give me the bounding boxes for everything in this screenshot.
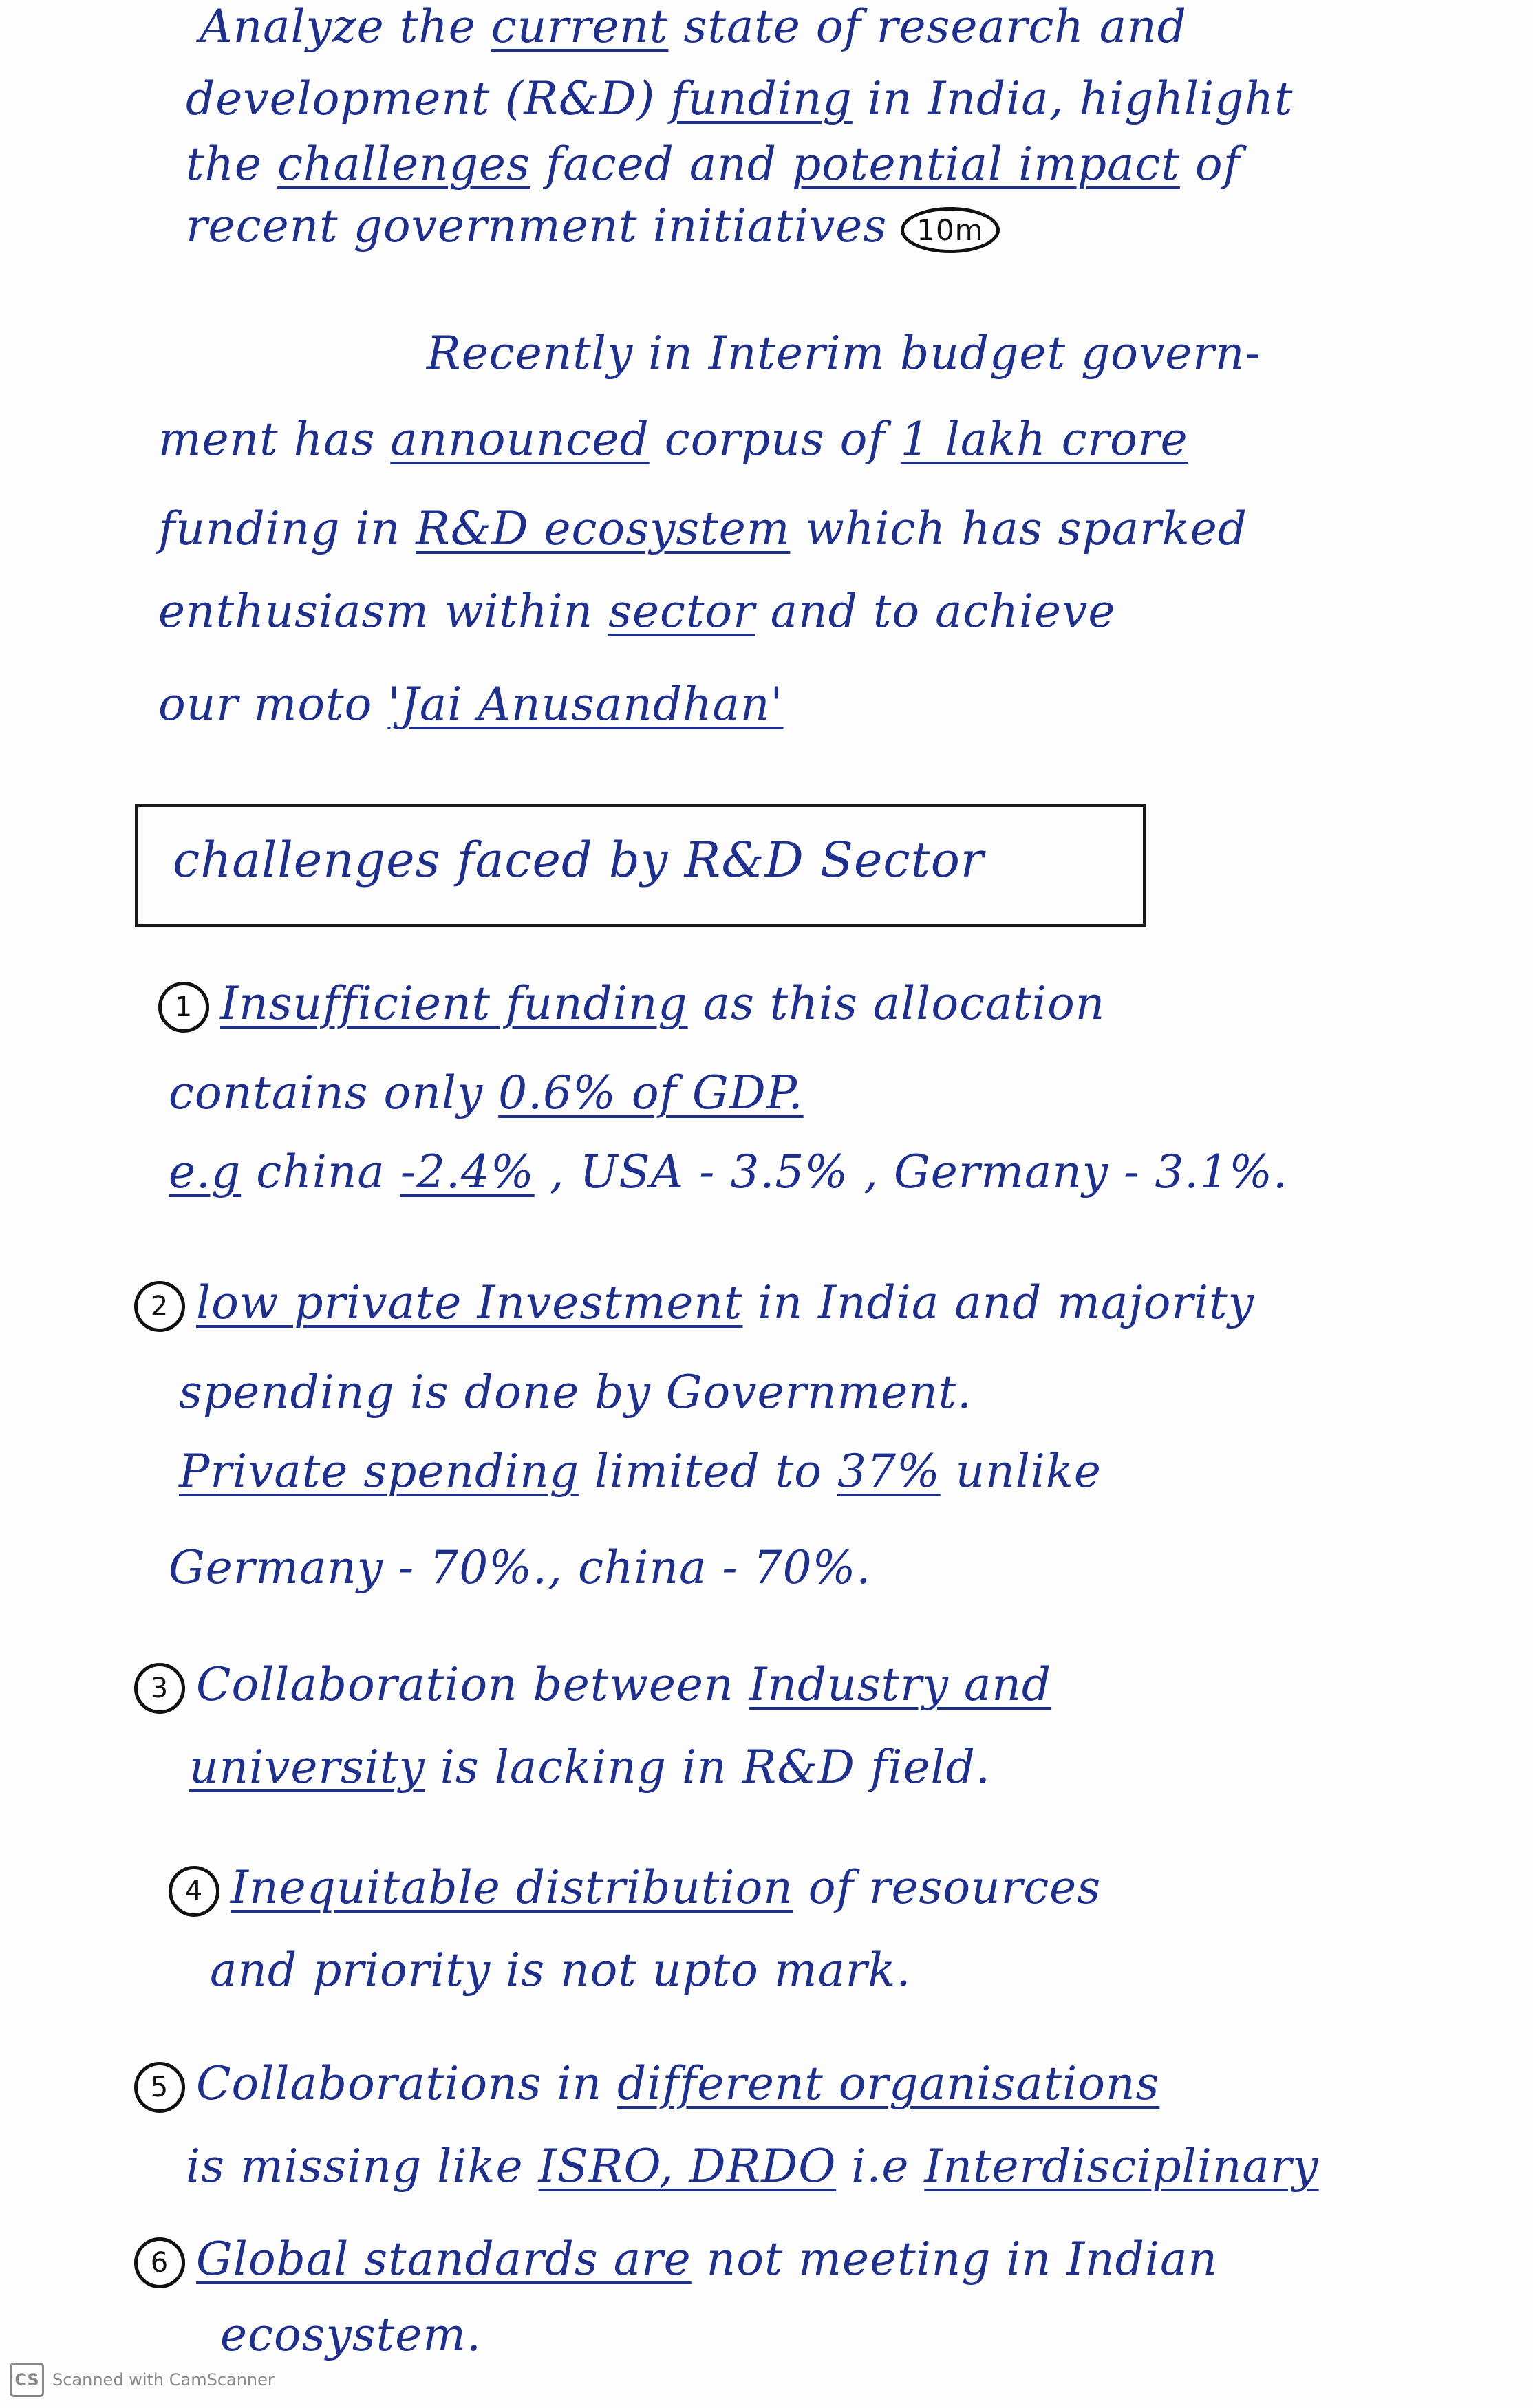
watermark-text: Scanned with CamScanner xyxy=(52,2370,275,2389)
text: china xyxy=(241,1146,400,1198)
text: is lacking in R&D field. xyxy=(425,1741,991,1794)
point-3-line-1 xyxy=(134,1658,1051,1714)
text: funding in xyxy=(158,502,416,555)
intro-line-5 xyxy=(158,678,784,731)
text: is missing like xyxy=(186,2140,539,2193)
text: unlike xyxy=(940,1445,1102,1498)
text: Industry and xyxy=(749,1658,1052,1711)
text: 'Jai Anusandhan' xyxy=(387,678,784,731)
text: announced xyxy=(390,413,650,466)
point-1-line-3 xyxy=(169,1146,1288,1198)
point-number: 2 xyxy=(134,1281,185,1332)
text: 37% xyxy=(837,1445,941,1498)
point-1-line-1 xyxy=(158,977,1105,1033)
text: state of research and xyxy=(668,0,1187,53)
point-number: 1 xyxy=(158,982,209,1033)
text: R&D ecosystem xyxy=(416,502,791,555)
text: funding xyxy=(670,72,853,125)
text: Collaboration between xyxy=(196,1658,749,1711)
point-2-line-2: spending is done by Government. xyxy=(179,1366,973,1419)
text: the xyxy=(186,138,278,191)
section-heading-box xyxy=(135,804,1146,927)
point-1-line-2 xyxy=(169,1066,804,1119)
text: current xyxy=(491,0,669,53)
question-line-1 xyxy=(200,0,1187,53)
text: Private spending xyxy=(179,1445,580,1498)
text: ISRO, DRDO xyxy=(538,2140,837,2193)
text: low private Investment xyxy=(196,1276,743,1329)
intro-line-4 xyxy=(158,585,1115,638)
point-5-line-1 xyxy=(134,2057,1159,2113)
text: recent government initiatives xyxy=(186,200,888,252)
point-2-line-4: Germany - 70%., china - 70%. xyxy=(169,1541,872,1594)
point-2-line-1 xyxy=(134,1276,1254,1332)
point-4-line-1 xyxy=(169,1861,1101,1917)
point-number: 5 xyxy=(134,2062,185,2113)
text: faced and xyxy=(530,138,792,191)
point-4-line-2: and priority is not upto mark. xyxy=(210,1944,912,1997)
text: corpus of xyxy=(649,413,901,466)
text: different organisations xyxy=(617,2057,1160,2110)
text: of xyxy=(1179,138,1241,191)
text: e.g xyxy=(169,1146,242,1198)
text: contains only xyxy=(169,1066,499,1119)
question-line-2 xyxy=(186,72,1293,125)
point-3-line-2 xyxy=(189,1741,991,1794)
point-number: 6 xyxy=(134,2237,185,2288)
intro-line-1: Recently in Interim budget govern- xyxy=(427,327,1261,380)
question-line-4 xyxy=(186,200,1000,253)
text: challenges xyxy=(277,138,530,191)
intro-line-2 xyxy=(158,413,1188,466)
question-line-3 xyxy=(186,138,1241,191)
text: Insufficient funding xyxy=(220,977,688,1030)
text: enthusiasm within xyxy=(158,585,609,638)
text: our moto xyxy=(158,678,388,731)
point-5-line-2 xyxy=(186,2140,1319,2193)
scanner-watermark xyxy=(10,2363,275,2397)
text: in India, highlight xyxy=(852,72,1294,125)
text: Analyze the xyxy=(200,0,491,53)
text: i.e xyxy=(836,2140,925,2193)
text: as this allocation xyxy=(687,977,1106,1030)
text: , USA - 3.5% , Germany - 3.1%. xyxy=(534,1146,1288,1198)
marks-badge: 10m xyxy=(901,207,999,253)
text: limited to xyxy=(579,1445,837,1498)
text: which has sparked xyxy=(790,502,1247,555)
text: ment has xyxy=(158,413,391,466)
point-number: 3 xyxy=(134,1663,185,1714)
text: university xyxy=(189,1741,425,1794)
text: sector xyxy=(608,585,755,638)
text: -2.4% xyxy=(400,1146,535,1198)
text: in India and majority xyxy=(742,1276,1254,1329)
text: not meeting in Indian xyxy=(691,2233,1218,2286)
text: of resources xyxy=(793,1861,1102,1914)
text: Inequitable distribution xyxy=(231,1861,793,1914)
text: 1 lakh crore xyxy=(900,413,1188,466)
intro-line-3 xyxy=(158,502,1247,555)
text: and to achieve xyxy=(755,585,1116,638)
text: 0.6% of GDP. xyxy=(498,1066,804,1119)
text: Collaborations in xyxy=(196,2057,617,2110)
point-6-line-1 xyxy=(134,2233,1218,2288)
text: potential impact xyxy=(791,138,1180,191)
text: development (R&D) xyxy=(186,72,671,125)
point-6-line-2: ecosystem. xyxy=(220,2308,482,2361)
camscanner-logo-icon: CS xyxy=(10,2363,44,2397)
point-2-line-3 xyxy=(179,1445,1102,1498)
point-number: 4 xyxy=(169,1866,219,1917)
section-heading: challenges faced by R&D Sector xyxy=(173,832,985,888)
text: Interdisciplinary xyxy=(924,2140,1319,2193)
text: Global standards are xyxy=(196,2233,692,2286)
